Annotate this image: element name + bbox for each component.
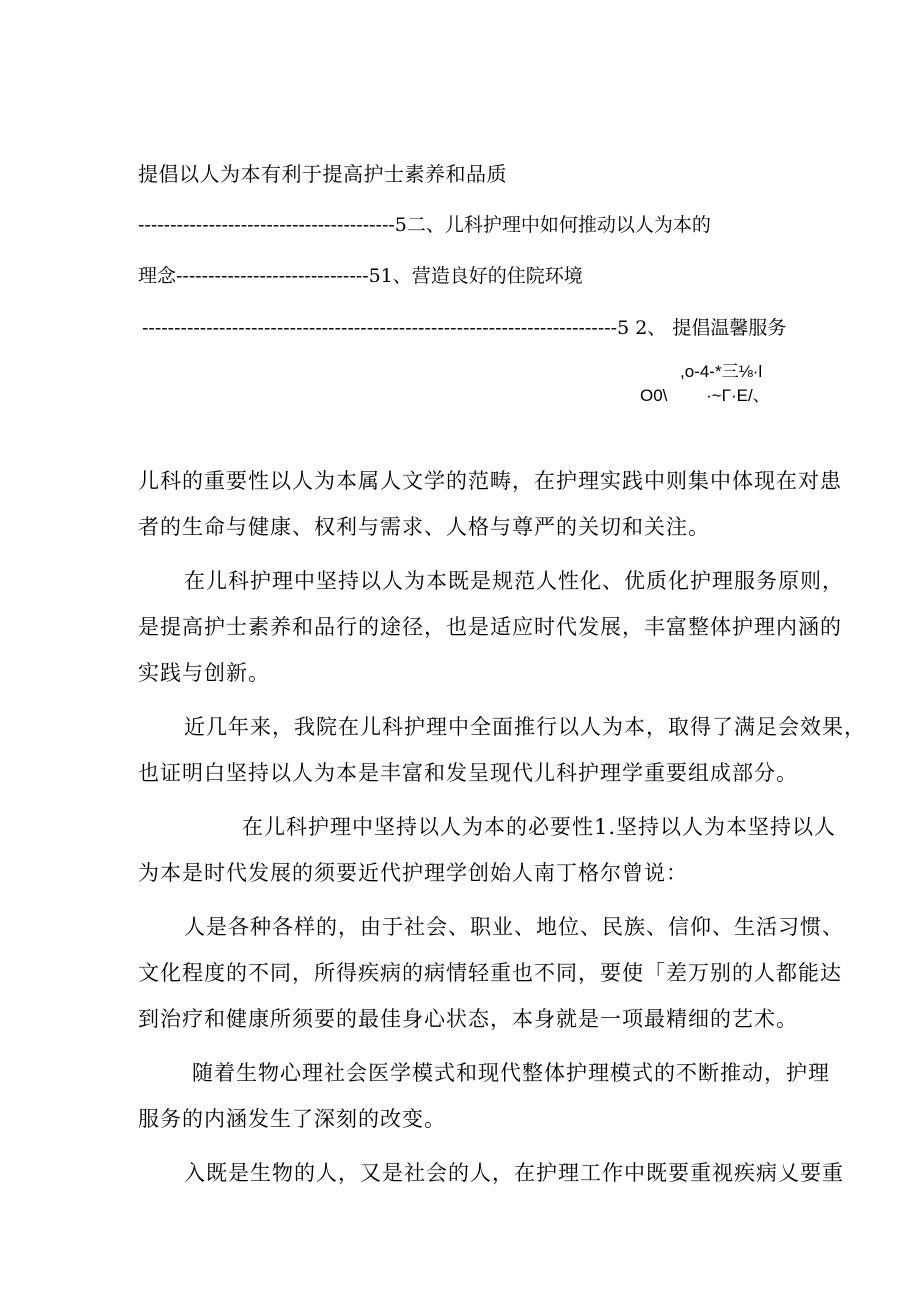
garbled-text-1: ,o-4-*三⅛·l [680, 362, 763, 381]
toc-line-3: 理念------------------------------51、营造良好的住院环境 [138, 265, 583, 287]
paragraph-3-line-2: 也证明白坚持以人为本是丰富和发呈现代儿科护理学重要组成部分。 [138, 761, 798, 785]
paragraph-4-line-2: 为本是时代发展的须要近代护理学创始人南丁格尔曾说： [138, 861, 688, 885]
garbled-text-2-left: O0\ [640, 386, 668, 405]
paragraph-2-line-1: 在儿科护理中坚持以人为本既是规范人性化、优质化护理服务原则， [184, 569, 844, 593]
paragraph-7-line-1: 入既是生物的人，又是社会的人，在护理工作中既要重视疾病乂要重 [184, 1161, 844, 1185]
paragraph-4-line-1: 在儿科护理中坚持以人为本的必要性1.坚持以人为本坚持以人 [242, 815, 837, 839]
paragraph-5-line-2: 文化程度的不同，所得疾病的病情轻重也不同，要使「差万别的人都能达 [138, 961, 842, 985]
garbled-text-2-right: ·~Γ·E/、 [706, 386, 770, 405]
paragraph-1-line-2: 者的生命与健康、权利与需求、人格与尊严的关切和关注。 [138, 515, 710, 539]
toc-line-1: 提倡以人为本有利于提高护士素养和品质 [138, 162, 507, 186]
paragraph-5-line-1: 人是各种各样的，由于社会、职业、地位、民族、信仰、生活习惯、 [184, 915, 844, 939]
paragraph-1-line-1: 儿科的重要性以人为本属人文学的范畴，在护理实践中则集中体现在对患 [138, 469, 842, 493]
paragraph-6-line-1: 随着生物心理社会医学模式和现代整体护理模式的不断推动，护理 [192, 1061, 830, 1085]
paragraph-5-line-3: 到治疗和健康所须要的最佳身心状态，本身就是一项最精细的艺术。 [138, 1007, 798, 1031]
paragraph-2-line-2: 是提高护士素养和品行的途径，也是适应时代发展，丰富整体护理内涵的 [138, 615, 842, 639]
paragraph-2-line-3: 实践与创新。 [138, 661, 270, 685]
toc-line-4: --------------------------------------------------------------------------5 2、 提倡温馨服务 [142, 317, 787, 339]
toc-line-2: ----------------------------------------5二、儿科护理中如何推动以人为本的 [138, 214, 711, 236]
paragraph-3-line-1: 近几年来，我院在儿科护理中全面推行以人为本，取得了满足会效果， [184, 715, 866, 739]
paragraph-6-line-2: 服务的内涵发生了深刻的改变。 [138, 1107, 446, 1131]
